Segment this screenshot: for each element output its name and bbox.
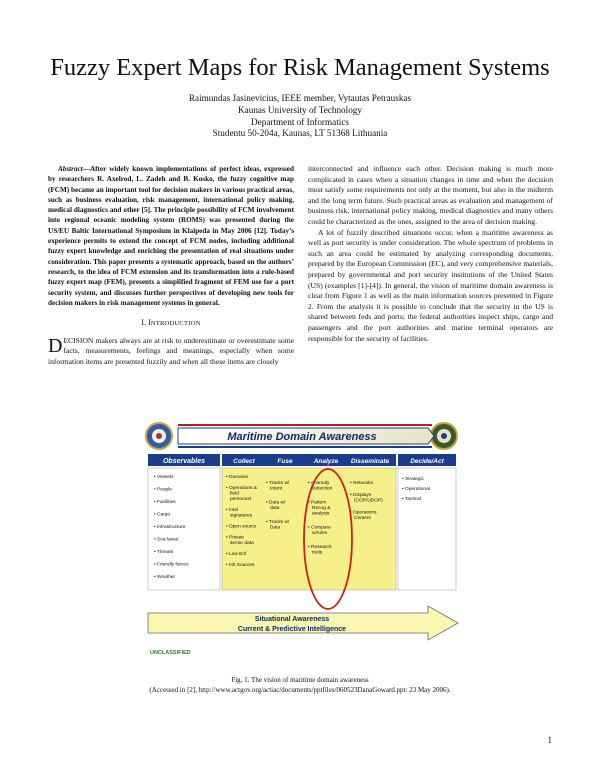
collect-item: • Operations & field personnel	[226, 486, 258, 502]
affiliation: Kaunas University of Technology	[238, 104, 362, 115]
header-analyze: Analyze	[313, 458, 339, 465]
right-paragraph-1: interconnected and influence each other. Decision making is much more complicated in cases when a situation changes in time and when the decision must satisfy some requirements not only at the moment, but also in the midterm and the long term future. Such practical areas as evaluation and management of business risk, international policy making, medical diagnostics and many others could be characterized as the ones, assigned to the area of decision making.	[308, 164, 553, 226]
fuse-item: • Data w/ data	[266, 500, 286, 511]
abstract	[48, 164, 294, 308]
disseminate-item: • Displays (COP/UDOP)	[350, 493, 383, 504]
intro-text: ECISION makers always are at risk to underestimate or overestimate some facts, measurements, feelings and meanings, especially when some information items are presented fuzzily and when all these items are closely	[48, 335, 294, 366]
abstract-text: —After widely known implementations of perfect ideas, expressed by researchers R. Axelrod, L. Zadeh and B. Kosko, the fuzzy cognitive map (FCM) became an important tool for decision makers in various practical areas, such as business evaluation, risk management, international policy making, medical diagnostics and other [5]. The principle possibility of FCM involvement into regional oceanic modeling system (ROMS) was presented during the US/EU Baltic International Symposium in Klaipeda in May 2006 [12]. Today’s experience permits to extend the concept of FCM nodes, including additional fuzzy expert knowledge and enriching the presentation of real situations under consideration. This paper presents a systematic approach, based on the authors’ research, to the idea of FCM extension and its transformation into a rule-based fuzzy expert map (FEM), presents a simplified fragment of FEM use for a port security system, and discusses further perspectives of developing new tools for decision makers in risk management systems in general.	[48, 165, 294, 307]
section-number: I.	[141, 318, 147, 328]
observables-item: • Weather	[154, 575, 176, 580]
observables-item: • Friendly forces	[154, 562, 189, 568]
left-column	[48, 164, 294, 368]
header-decide: Decide/Act	[410, 458, 444, 465]
observables-item: • Vessels	[154, 475, 174, 480]
observables-item: • Sea lanes	[154, 537, 179, 543]
right-paragraph-2: A lot of fuzzily described situations occur, when a maritime awareness as well as port security is under consideration. The whole spectrum of problems in such an area could be estimated by analyzing corresponding documents, prepared by the European Commission (EC), and very comprehensive materials, prepared by governmental and port security institutions of the United States (US) (examples [1]-[4]). In general, the vision of maritime domain awareness is clear from Figure 1 as well as the main information sources presented in Figure 2. From the analysis it is possible to conclude that the security in the US is shared between feds and ports; the federal authorities inspect ships, cargo and passengers and the port authorities and marine terminal operators are responsible for the security of facilities.	[308, 227, 553, 343]
paper-title: Fuzzy Expert Maps for Risk Management Systems	[50, 54, 550, 81]
collect-item: • Open source	[226, 524, 257, 530]
figure-maritime-domain-awareness	[142, 418, 462, 670]
collect-item: • Law Enf	[226, 552, 247, 557]
page-number: 1	[547, 735, 552, 745]
awareness-arrow	[148, 606, 458, 640]
right-seal-icon	[431, 423, 457, 449]
caption-line-1: Fig. 1. The vision of maritime domain awareness	[231, 676, 369, 684]
left-seal-icon	[146, 423, 172, 449]
header-collect: Collect	[233, 458, 255, 465]
collect-item: • Private sector data	[226, 535, 254, 546]
drop-cap: D	[48, 334, 63, 357]
section-heading	[48, 318, 294, 330]
analyze-item: • Compare w/rules	[308, 525, 331, 536]
section-cap: I	[148, 318, 151, 328]
decide-item: • Strategic	[402, 477, 424, 482]
analyze-item: • Anomaly Detection	[308, 481, 333, 492]
disseminate-item: • Operations Centers	[350, 510, 377, 521]
disseminate-item: • Networks	[350, 481, 374, 486]
observables-item: • Threats	[154, 550, 174, 555]
abstract-label: Abstract	[58, 165, 83, 173]
right-column	[308, 164, 553, 344]
decide-item: • Operational	[402, 487, 430, 492]
observables-item: • Facilities	[154, 500, 176, 505]
section-rest: NTRODUCTION	[150, 320, 201, 328]
intro-paragraph	[48, 336, 294, 368]
banner	[178, 425, 434, 447]
author-block	[0, 93, 600, 140]
observables-item: • Cargo	[154, 512, 171, 518]
collect-item: • Intl Sources	[226, 563, 255, 568]
analyze-item: • Research tools	[308, 545, 332, 556]
collect-item: • Intel signatures	[226, 508, 253, 519]
collect-item: • Domains	[226, 475, 248, 480]
arrow-predictive-intelligence: Current & Predictive Intelligence	[237, 626, 347, 633]
fuse-item: • Tracks w/ Intent	[266, 481, 290, 492]
classification-label: UNCLASSIFIED	[150, 650, 191, 656]
address: Studentu 50-204a, Kaunas, LT 51368 Lithuania	[212, 128, 388, 139]
header-observables: Observables	[162, 458, 206, 465]
analyze-item: • Pattern Recog & analysis	[308, 500, 331, 517]
observables-item: • Infrastructure	[154, 525, 186, 530]
header-row	[148, 454, 456, 466]
arrow-situational-awareness: Situational Awareness	[254, 616, 330, 623]
header-disseminate: Disseminate	[350, 458, 390, 465]
banner-title: Maritime Domain Awareness	[227, 431, 377, 443]
caption-line-2: (Accessed in [2], http://www.actgov.org/actiac/documents/pptfiles/060523DanaGoward.ppt: 23 May 2006).	[149, 686, 451, 694]
decide-item: • Tactical	[402, 497, 421, 502]
fuse-item: • Tracks w/ Data	[266, 520, 290, 531]
authors: Raimundas Jasinevicius, IEEE member, Vytautas Petrauskas	[188, 93, 412, 103]
header-fuse: Fuse	[277, 458, 293, 465]
figure-caption	[0, 675, 600, 695]
department: Department of Informatics	[251, 116, 349, 127]
observables-item: • People	[154, 487, 172, 493]
figure-svg	[142, 418, 462, 670]
